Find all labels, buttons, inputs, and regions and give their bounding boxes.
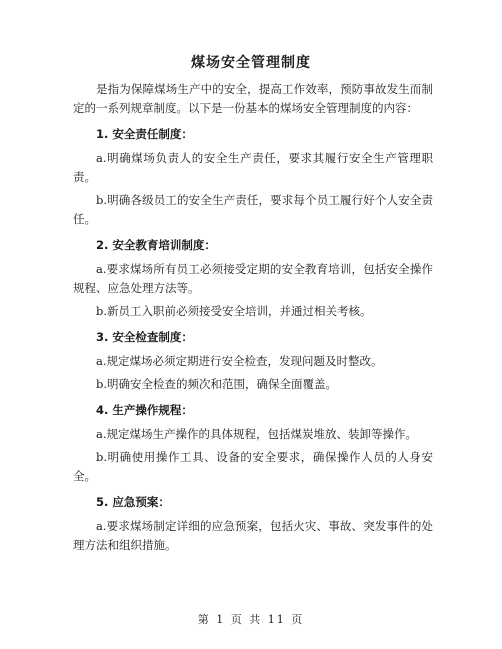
section-item: a.规定煤场必须定期进行安全检查，发现问题及时整改。 [96,354,383,368]
section-heading-emergency: 5. 应急预案： [96,495,170,509]
section-item: b.明确各级员工的安全生产责任，要求每个员工履行好个人安全责任。 [73,193,433,226]
section-item: b.明确使用操作工具、设备的安全要求，确保操作人员的人身安全。 [73,450,433,483]
intro-paragraph: 是指为保障煤场生产中的安全，提高工作效率，预防事故发生而制定的一系列规章制度。以下是一份基本的煤场安全管理制度的内容： [73,82,433,115]
section-heading-responsibility: 1. 安全责任制度： [96,127,193,141]
section-item: b.明确安全检查的频次和范围，确保全面覆盖。 [96,377,338,391]
section-item: a.要求煤场制定详细的应急预案，包括火灾、事故、突发事件的处理方法和组织措施。 [73,519,433,552]
section-heading-operation: 4. 生产操作规程： [96,403,193,417]
section-item: b.新员工入职前必须接受安全培训，并通过相关考核。 [96,304,372,318]
section-item: a.明确煤场负责人的安全生产责任，要求其履行安全生产管理职责。 [73,151,433,184]
section-item: a.要求煤场所有员工必须接受定期的安全教育培训，包括安全操作规程、应急处理方法等。 [73,262,433,295]
page-number-footer: 第 1 页 共 11 页 [197,613,305,626]
document-body [73,80,433,559]
section-heading-training: 2. 安全教育培训制度： [96,238,216,252]
document-title: 煤场安全管理制度 [191,55,311,71]
section-item: a.规定煤场生产操作的具体规程，包括煤炭堆放、装卸等操作。 [96,427,418,441]
section-heading-inspection: 3. 安全检查制度： [96,330,193,344]
